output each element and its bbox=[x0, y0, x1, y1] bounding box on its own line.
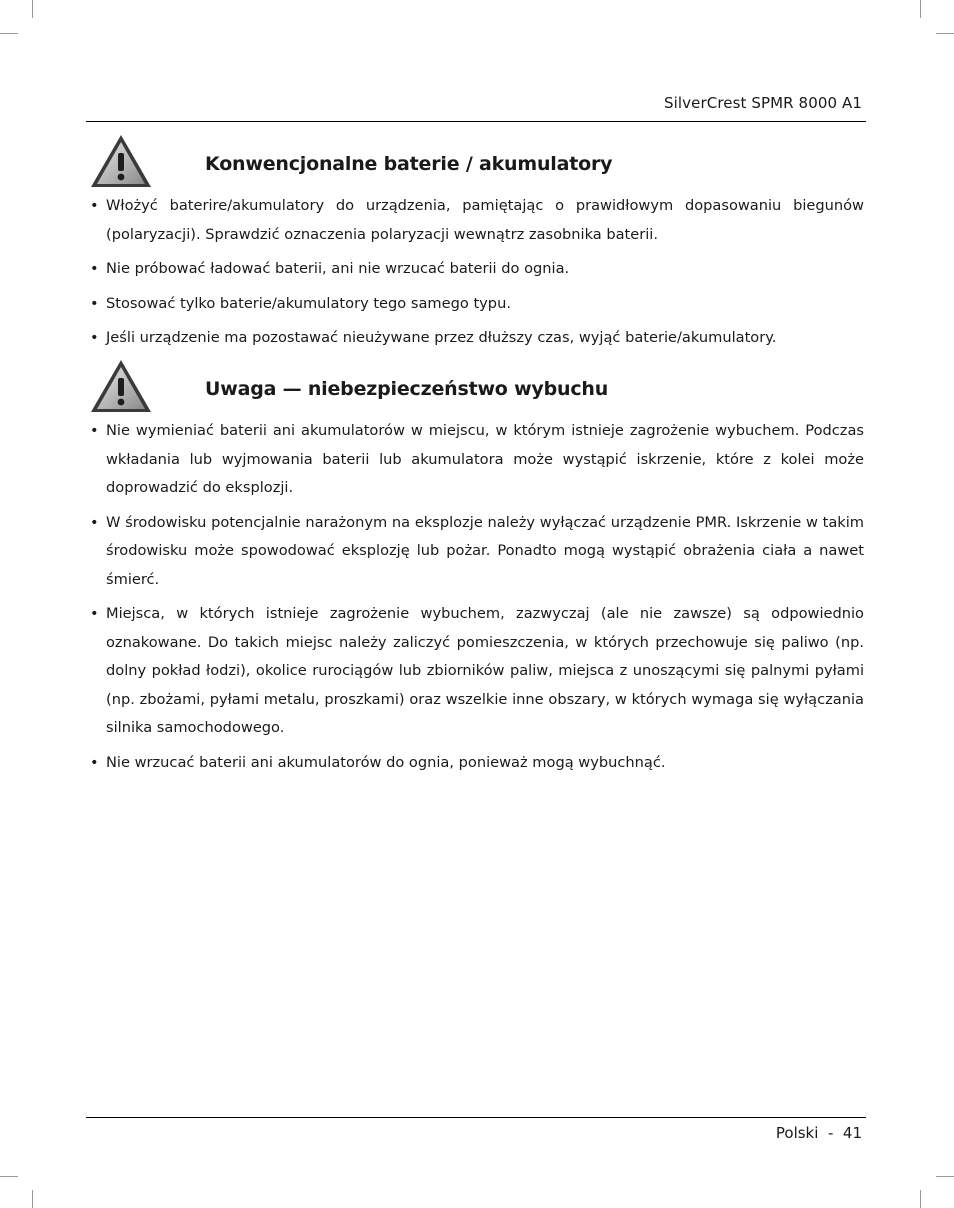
crop-mark bbox=[936, 33, 954, 34]
crop-mark bbox=[32, 1190, 33, 1208]
section-title: Konwencjonalne baterie / akumulatory bbox=[205, 153, 613, 175]
bullet-list bbox=[86, 417, 864, 783]
page-footer bbox=[86, 1117, 866, 1142]
page-header bbox=[86, 90, 866, 122]
list-item: • Nie wrzucać baterii ani akumulatorów do ognia, ponieważ mogą wybuchnąć. bbox=[86, 749, 864, 778]
list-item: • W środowisku potencjalnie narażonym na eksplozje należy wyłączać urządzenie PMR. Iskrzenie w takim środowisku może spowodować eksplozję lub pożar. Ponadto mogą wystąpić obrażenia ciała a nawet śmierć. bbox=[86, 509, 864, 595]
list-item: • Stosować tylko baterie/akumulatory tego samego typu. bbox=[86, 290, 864, 319]
list-item: • Jeśli urządzenie ma pozostawać nieużywane przez dłuższy czas, wyjąć baterie/akumulatory. bbox=[86, 324, 864, 353]
bullet-list bbox=[86, 192, 864, 359]
crop-mark bbox=[0, 1176, 18, 1177]
list-item: • Włożyć baterire/akumulatory do urządzenia, pamiętając o prawidłowym dopasowaniu biegunów (polaryzacji). Sprawdzić oznaczenia polaryzacji wewnątrz zasobnika baterii. bbox=[86, 192, 864, 249]
crop-mark bbox=[32, 0, 33, 18]
crop-mark bbox=[936, 1176, 954, 1177]
crop-mark bbox=[920, 0, 921, 18]
warning-triangle-icon bbox=[89, 133, 153, 189]
header-title: SilverCrest SPMR 8000 A1 bbox=[664, 94, 862, 112]
crop-mark bbox=[0, 33, 18, 34]
crop-mark bbox=[920, 1190, 921, 1208]
section-title: Uwaga — niebezpieczeństwo wybuchu bbox=[205, 378, 609, 400]
list-item: • Miejsca, w których istnieje zagrożenie wybuchem, zazwyczaj (ale nie zawsze) są odpowiednio oznakowane. Do takich miejsc należy zaliczyć pomieszczenia, w których przechowuje się paliwo (np. dolny pokład łodzi), okolice rurociągów lub zbiorników paliw, miejsca z unoszącymi się palnymi pyłami (np. zbożami, pyłami metalu, proszkami) oraz wszelkie inne obszary, w których wymaga się wyłączania silnika samochodowego. bbox=[86, 600, 864, 743]
list-item: • Nie wymieniać baterii ani akumulatorów w miejscu, w którym istnieje zagrożenie wybuchem. Podczas wkładania lub wyjmowania baterii lub akumulatora może wystąpić iskrzenie, które z kolei może doprowadzić do eksplozji. bbox=[86, 417, 864, 503]
warning-triangle-icon bbox=[89, 358, 153, 414]
page-number: Polski - 41 bbox=[775, 1124, 862, 1142]
list-item: • Nie próbować ładować baterii, ani nie wrzucać baterii do ognia. bbox=[86, 255, 864, 284]
